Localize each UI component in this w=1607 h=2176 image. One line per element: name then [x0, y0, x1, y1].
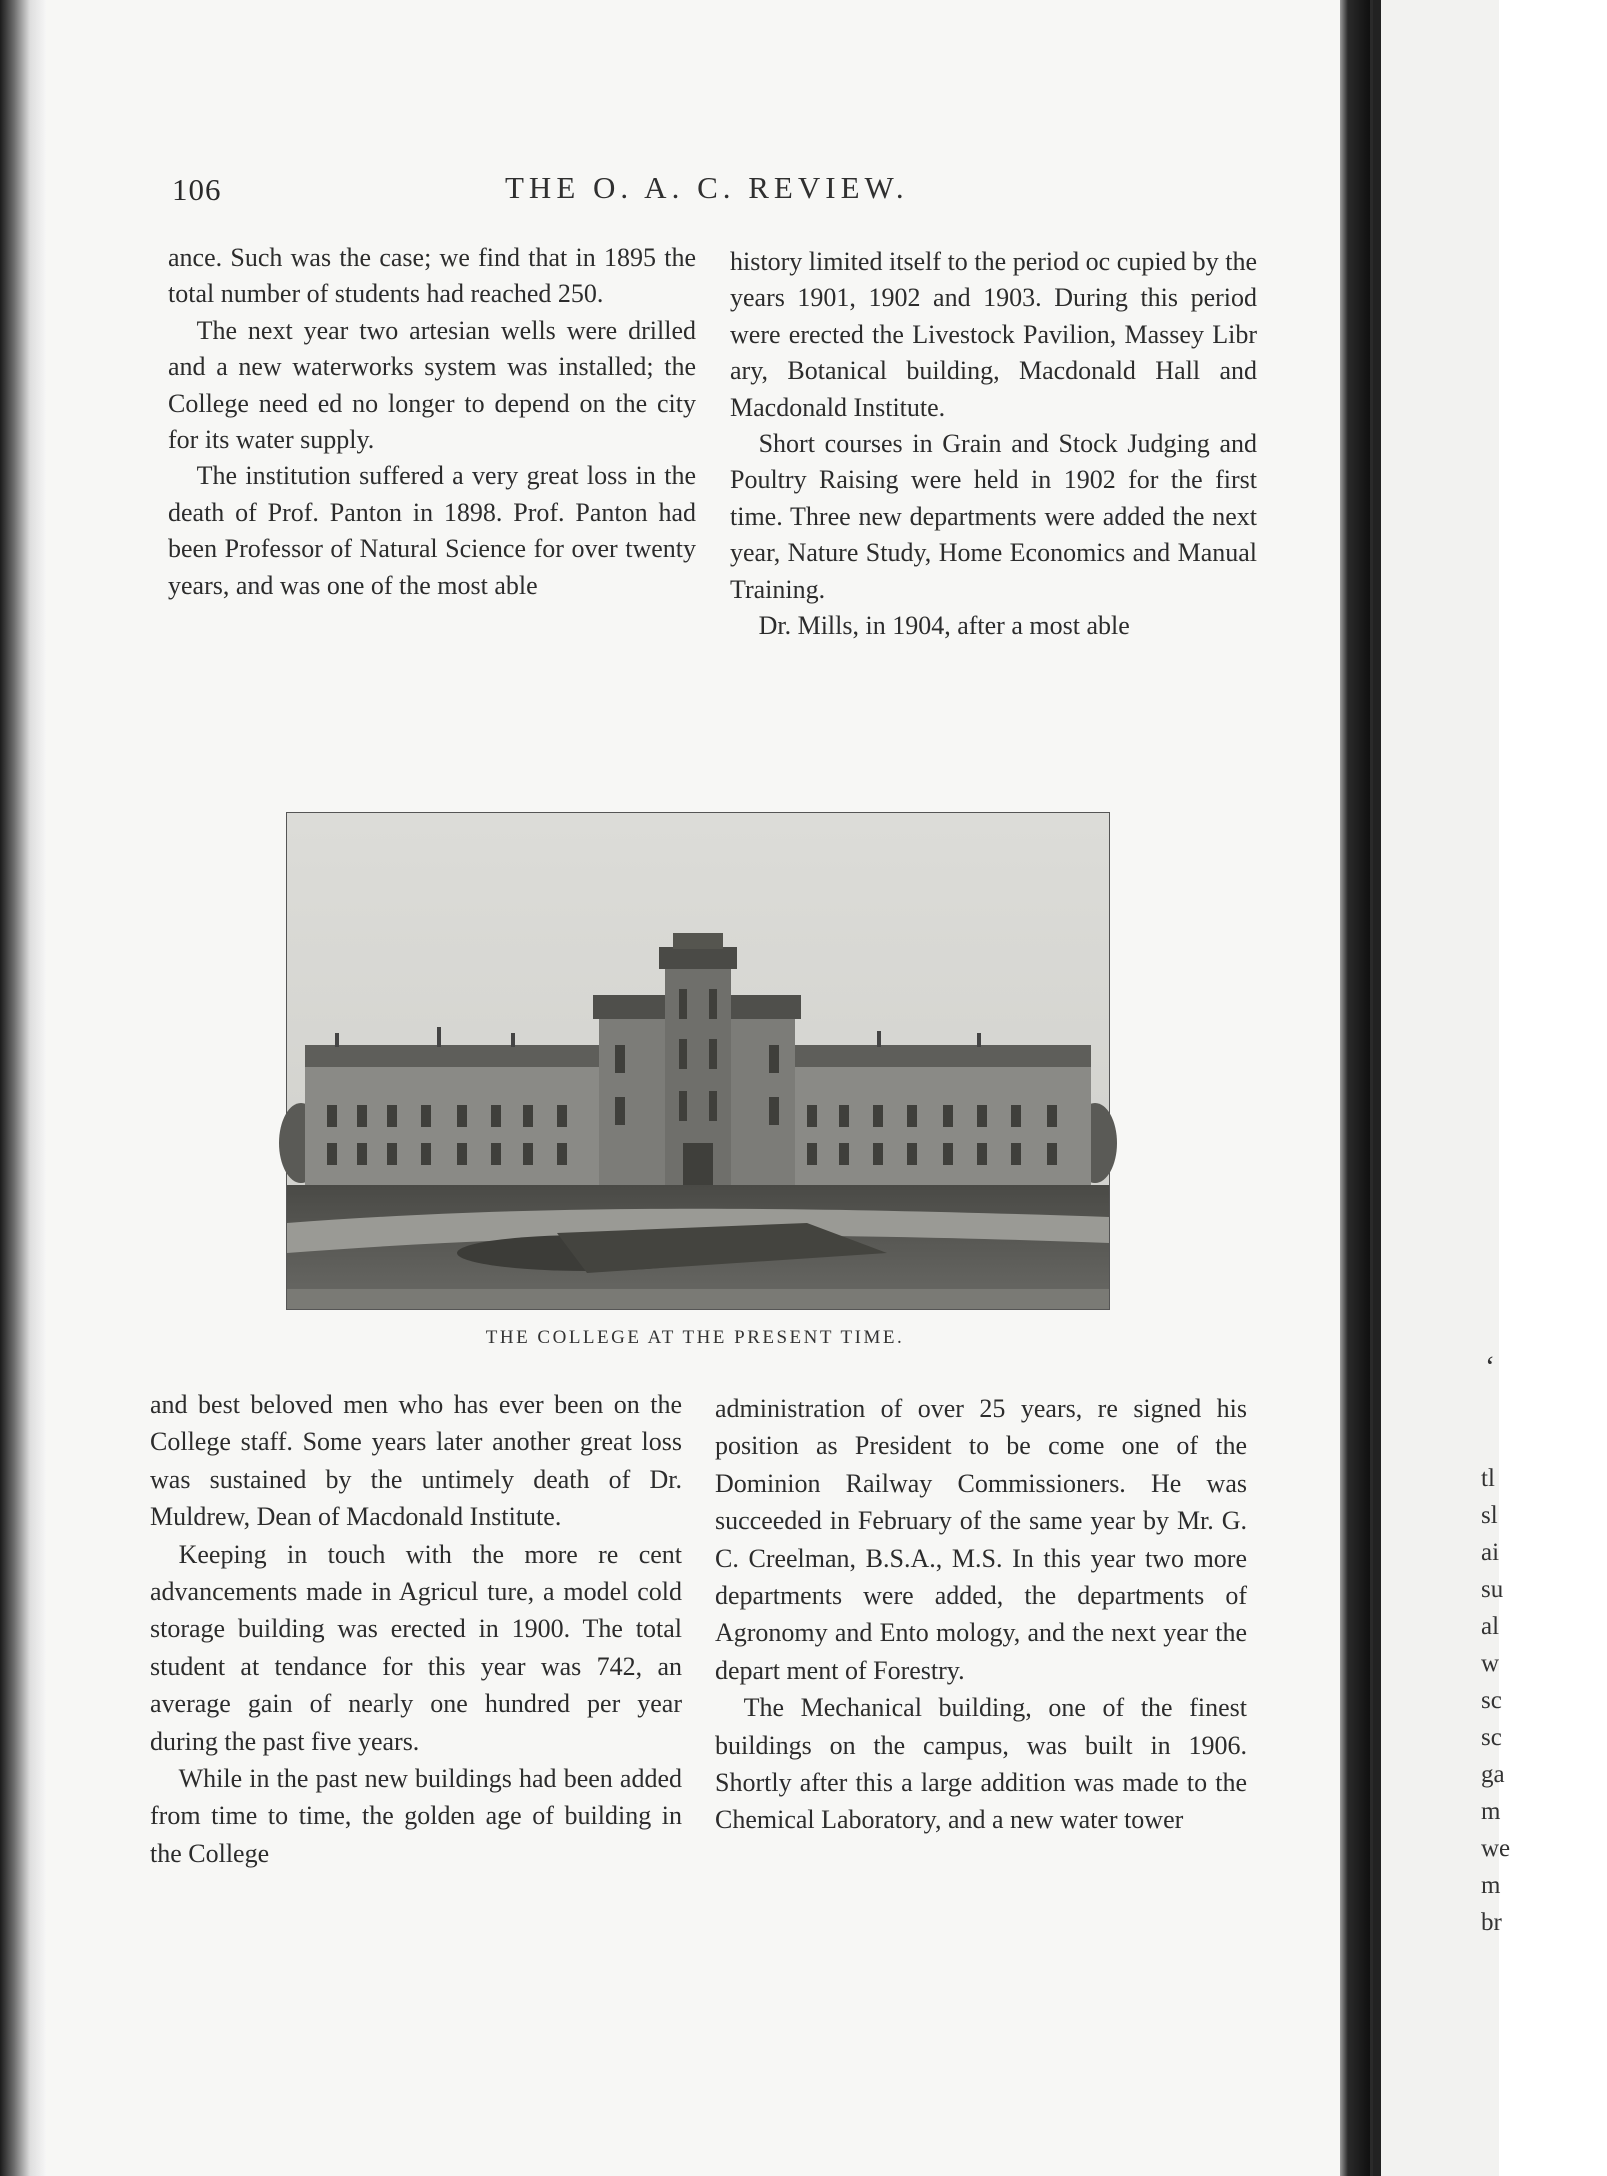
paragraph: ance. Such was the case; we find that in 1895 the total number of students had reached 250.: [168, 243, 696, 309]
next-page-fragment: we: [1481, 1835, 1511, 1862]
college-photograph: [286, 812, 1110, 1310]
book-gutter-shadow: [1340, 0, 1370, 2176]
next-page-mark: ‘: [1485, 1350, 1495, 1383]
next-page-fragment: br: [1481, 1909, 1502, 1936]
next-page-fragment: al: [1481, 1613, 1500, 1640]
running-title: THE O. A. C. REVIEW.: [505, 170, 909, 205]
next-page-fragment: sc: [1481, 1687, 1502, 1714]
paragraph: The institution suffered a very great loss in the death of Prof. Panton in 1898. Prof. Panton had been Professor of Natural Science for over twenty years, and was one of the most able: [168, 461, 696, 600]
next-page-fragment: ai: [1481, 1539, 1500, 1566]
text-column-bottom-left: [150, 1386, 682, 1872]
figure-caption: THE COLLEGE AT THE PRESENT TIME.: [485, 1327, 905, 1348]
paragraph: The next year two artesian wells were drilled and a new waterworks system was installed; the College need ed no longer to depend on the city for its water supply.: [168, 315, 696, 455]
next-page-fragment: tl: [1481, 1465, 1495, 1492]
paragraph: Keeping in touch with the more re cent advancements made in Agricul ture, a model cold storage building was erected in 1900. The total student at tendance for this year was 742, an average gain of nearly one hundred per year during the past five years.: [150, 1539, 682, 1756]
next-page-letters: [1373, 1460, 1511, 1941]
next-page-fragment: su: [1481, 1576, 1504, 1603]
next-page-fragment: sl: [1481, 1502, 1498, 1529]
text-column-top-right: [730, 244, 1257, 644]
text-column-top-left: [168, 240, 696, 604]
page-number: 106: [172, 172, 222, 207]
text-column-bottom-right: [715, 1390, 1247, 1839]
college-building-illustration: [287, 813, 1109, 1309]
next-page-fragment: ga: [1481, 1761, 1505, 1788]
paragraph: Short courses in Grain and Stock Judging and Poultry Raising were held in 1902 for the first time. Three new departments were added the next year, Nature Study, Home Economics and Manual Training.: [730, 429, 1257, 604]
next-page-fragment: sc: [1481, 1724, 1502, 1751]
next-page-edge: [1370, 0, 1511, 2176]
paragraph: and best beloved men who has ever been on the College staff. Some years later another great loss was sustained by the untimely death of Dr. Muldrew, Dean of Macdonald Institute.: [150, 1390, 682, 1532]
paragraph: Dr. Mills, in 1904, after a most able: [758, 611, 1130, 641]
paragraph: The Mechanical building, one of the finest buildings on the campus, was built in 1906. Shortly after this a large addition was made to the Chemical Laboratory, and a new water tower: [715, 1693, 1247, 1835]
next-page-fragment: w: [1481, 1650, 1500, 1677]
next-page-fragment: m: [1481, 1798, 1501, 1825]
paragraph: history limited itself to the period oc cupied by the years 1901, 1902 and 1903. During this period were erected the Livestock Pavilion, Massey Libr ary, Botanical building, Macdonald Hall and Macdonald Institute.: [730, 247, 1257, 422]
left-binding-shadow: [0, 0, 46, 2176]
next-page-fragment: m: [1481, 1872, 1501, 1899]
page-header: [0, 170, 1496, 214]
paragraph: administration of over 25 years, re signed his position as President to be come one of the Dominion Railway Commissioners. He was succeeded in February of the same year by Mr. G. C. Creelman, B.S.A., M.S. In this year two more departments were added, the departments of Agronomy and Ento mology, and the next year the depart ment of Forestry.: [715, 1394, 1247, 1685]
paragraph: While in the past new buildings had been added from time to time, the golden age of building in the College: [150, 1764, 682, 1868]
